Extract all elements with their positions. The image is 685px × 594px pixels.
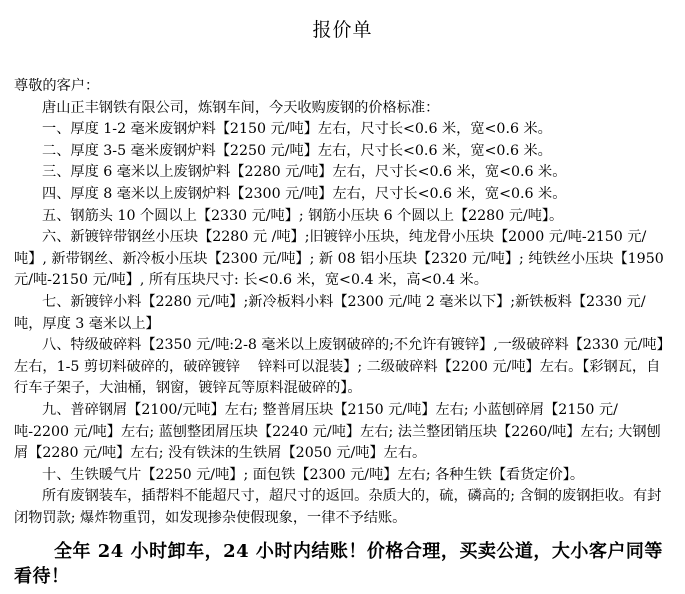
salutation: 尊敬的客户：: [14, 78, 100, 94]
footer-slogan: 全年 24 小时卸车，24 小时内结账！价格合理，买卖公道，大小客户同等看待！: [14, 541, 663, 588]
price-item-9: 九、普碎钢屑【2100/元吨】左右; 整普屑压块【2150 元/吨】左右; 小蓝刨碎屑【2150 元/吨-2200 元/吨】左右; 蓝刨整团屑压块【2240 元/吨】左右; 法兰整团销压块【2260/吨】左右; 大钢刨屑【2280 元/吨】左右; 没有铁沫的生铁屑【2050 元/吨】左右。: [14, 401, 661, 462]
rules-paragraph: 所有废钢装车，插帮料不能超尺寸，超尺寸的返回。杂质大的，硫，磷高的; 含铜的废钢拒收。有封闭物罚款; 爆炸物重罚，如发现掺杂使假现象，一律不予结账。: [14, 488, 662, 526]
document-title: 报价单: [312, 19, 373, 41]
document-body: [14, 76, 671, 529]
price-item-5: 五、钢筋头 10 个圆以上【2330 元/吨】; 钢筋小压块 6 个圆以上【2280 元/吨】。: [42, 207, 564, 224]
price-item-8: 八、特级破碎料【2350 元/吨:2-8 毫米以上废钢破碎的;不允许有镀锌】,一级破碎料【2330 元/吨】左右，1-5 剪切料破碎的，破碎镀锌 锌料可以混装】; 二级破碎料【2200 元/吨】左右。【彩钢瓦，自行车子架子，大油桶，钢窗，镀锌瓦等原料混破碎的】。: [14, 337, 671, 397]
price-item-7: 七、新镀锌小料【2280 元/吨】;新冷板料小料【2300 元/吨 2 毫米以下】;新铁板料【2330 元/吨，厚度 3 毫米以上】: [14, 293, 646, 332]
price-item-2: 二、厚度 3-5 毫米废钢炉料【2250 元/吨】左右，尺寸长<0.6 米，宽<0.6 米。: [42, 142, 552, 159]
price-item-1: 一、厚度 1-2 毫米废钢炉料【2150 元/吨】左右，尺寸长<0.6 米，宽<0.6 米。: [42, 121, 552, 138]
price-item-10: 十、生铁暖气片【2250 元/吨】; 面包铁【2300 元/吨】左右; 各种生铁【看货定价】。: [42, 466, 585, 483]
price-item-3: 三、厚度 6 毫米以上废钢炉料【2280 元/吨】左右，尺寸长<0.6 米，宽<0.6 米。: [42, 164, 567, 181]
price-item-4: 四、厚度 8 毫米以上废钢炉料【2300 元/吨】左右，尺寸长<0.6 米，宽<0.6 米。: [42, 185, 567, 202]
intro-line: 唐山正丰钢铁有限公司，炼钢车间，今天收购废钢的价格标准：: [42, 99, 440, 116]
price-item-6: 六、新镀锌带钢丝小压块【2280 元 /吨】;旧镀锌小压块，纯龙骨小压块【2000 元/吨-2150 元/吨】, 新带钢丝、新冷板小压块【2300 元/吨】; 新 08 铝小压块【2320 元/吨】; 纯铁丝小压块【1950 元/吨-2150 元/吨】, 所有压块尺寸: 长<0.6 米，宽<0.4 米，高<0.4 米。: [14, 229, 669, 289]
